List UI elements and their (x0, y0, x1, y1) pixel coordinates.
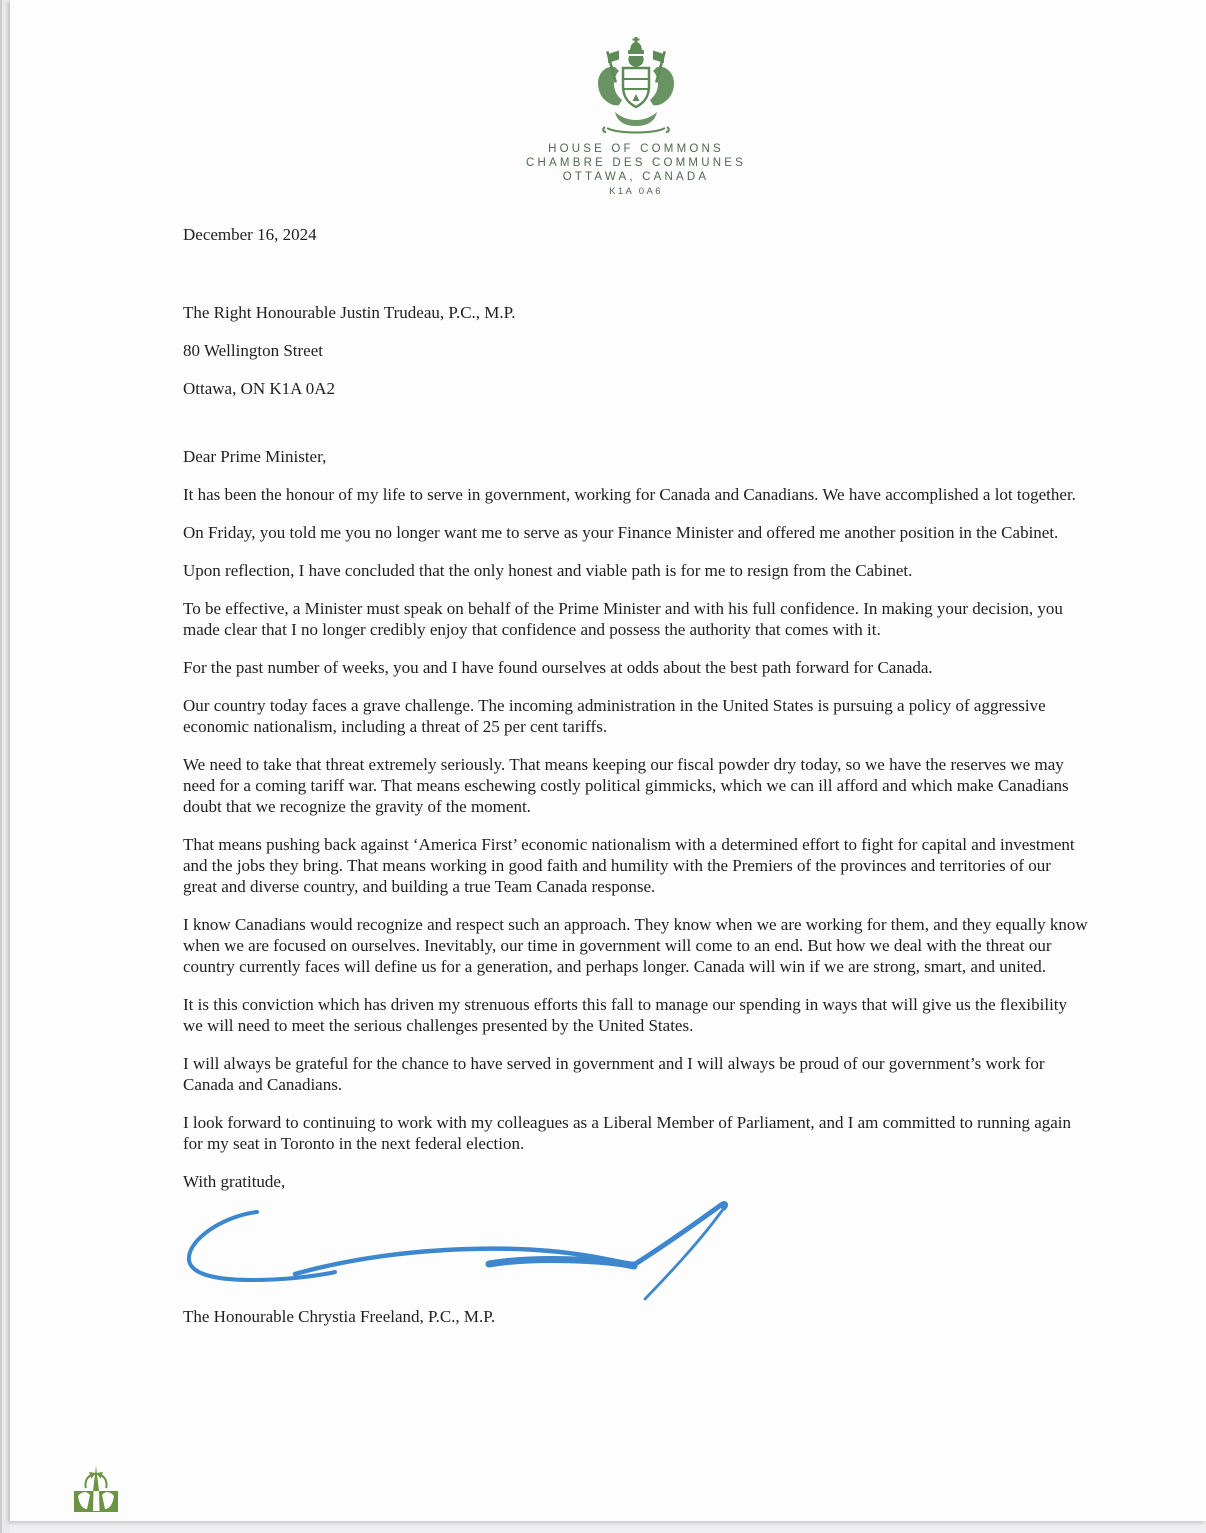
body-paragraph: For the past number of weeks, you and I have found ourselves at odds about the best path forward for Canada. (183, 658, 933, 677)
body-paragraph: I look forward to continuing to work with my colleagues as a Liberal Member of Parliament, and I am committed to running again for my seat in Toronto in the next federal election. (183, 1113, 1072, 1153)
coat-of-arms-icon (577, 36, 695, 136)
body-paragraph: I will always be grateful for the chance to have served in government and I will always be proud of our government’s work for Canada and Canadians. (183, 1054, 1045, 1094)
letterhead (183, 36, 1089, 198)
body-paragraph: It is this conviction which has driven my strenuous efforts this fall to manage our spending in ways that will give us the flexibility we will need to meet the serious challenges presented by the United States. (183, 995, 1068, 1035)
body-paragraph: I know Canadians would recognize and respect such an approach. They know when we are working for them, and they equally know when we are focused on ourselves. Inevitably, our time in government will come to an end. But how we deal with the threat our country currently faces will define us for a generation, and perhaps longer. Canada will win if we are strong, smart, and united. (183, 915, 1088, 976)
letterhead-location: OTTAWA, CANADA (562, 171, 710, 183)
body-paragraph: It has been the honour of my life to serve in government, working for Canada and Canadians. We have accomplished a lot together. (183, 485, 1076, 504)
body-paragraph: That means pushing back against ‘America First’ economic nationalism with a determined effort to fight for capital and investment and the jobs they bring. That means working in good faith and humility with the Premiers of the provinces and territories of our great and diverse country, and building a true Team Canada response. (183, 835, 1075, 896)
body-paragraph: To be effective, a Minister must speak on behalf of the Prime Minister and with his full confidence. In making your decision, you made clear that I no longer credibly enjoy that confidence and possess the authority that comes with it. (183, 599, 1063, 639)
recycled-paper-logo-icon (73, 1464, 119, 1514)
recipient-block (183, 302, 1089, 400)
recipient-name: The Right Honourable Justin Trudeau, P.C., M.P. (183, 303, 516, 322)
letter-page (10, 0, 1206, 1521)
body-paragraph: On Friday, you told me you no longer want me to serve as your Finance Minister and offered me another position in the Cabinet. (183, 523, 1059, 542)
letterhead-org-en: HOUSE OF COMMONS (548, 143, 724, 155)
salutation: Dear Prime Minister, (183, 447, 327, 466)
body-paragraph: Our country today faces a grave challenge. The incoming administration in the United States is pursuing a policy of aggressive economic nationalism, including a threat of 25 per cent tariffs. (183, 696, 1046, 736)
letterhead-org-fr: CHAMBRE DES COMMUNES (526, 157, 746, 169)
recipient-address-line1: 80 Wellington Street (183, 341, 323, 360)
closing-line: With gratitude, (183, 1172, 286, 1191)
letter-body (183, 484, 1089, 1154)
body-paragraph: We need to take that threat extremely seriously. That means keeping our fiscal powder dry today, so we have the reserves we may need for a coming tariff war. That means eschewing costly political gimmicks, which we can ill afford and which make Canadians doubt that we recognize the gravity of the moment. (183, 755, 1069, 816)
letterhead-postal-code: K1A 0A6 (609, 186, 663, 197)
signatory-name: The Honourable Chrystia Freeland, P.C., M.P. (183, 1307, 496, 1326)
date-line: December 16, 2024 (183, 225, 317, 244)
body-paragraph: Upon reflection, I have concluded that the only honest and viable path is for me to resign from the Cabinet. (183, 561, 913, 580)
recipient-address-line2: Ottawa, ON K1A 0A2 (183, 379, 336, 398)
handwritten-signature-icon (177, 1200, 743, 1304)
letter-content (183, 0, 1089, 1328)
